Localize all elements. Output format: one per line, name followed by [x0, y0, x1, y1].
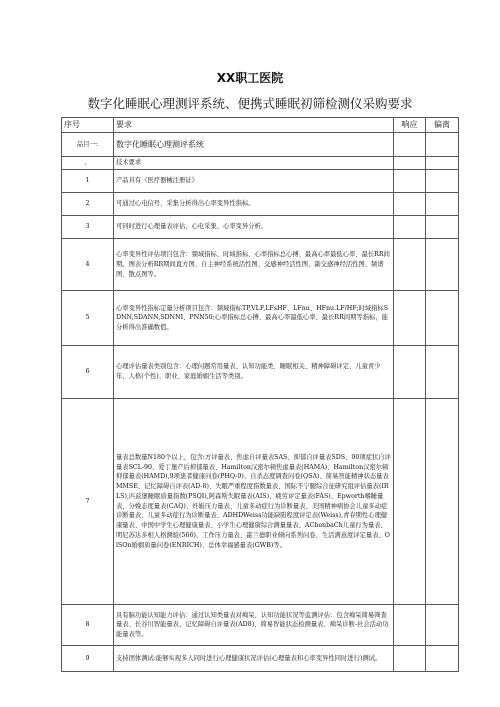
section-name: 技术要求	[114, 157, 394, 170]
table-row	[62, 216, 459, 239]
row-text: 产品具有《医疗器械注册证》	[114, 170, 394, 193]
row-text: 具有脑功能认知能力评估：通过认知类量表对痴呆、认知功能状况等监测评估：包含痴呆简易筛查量表、长谷川智能量表、记忆障碍自评量表(AD8)、简易智能状态检测量表、痴呆诊断-社会活动功能量表等。	[114, 605, 394, 646]
deviation-cell[interactable]	[426, 216, 459, 239]
response-cell[interactable]	[394, 157, 426, 170]
table-row	[62, 605, 459, 646]
response-cell[interactable]	[394, 291, 426, 346]
table-row	[62, 646, 459, 672]
table-row	[62, 291, 459, 346]
deviation-cell[interactable]	[426, 291, 459, 346]
response-cell[interactable]	[394, 605, 426, 646]
response-cell[interactable]	[394, 399, 426, 605]
row-text: 心理评估量表类别包含：心理问题常用量表、认知功能类、睡眠相关、精神障碍评定、儿童青少年、人格(个性)、职业、家庭婚姻生活等类别。	[114, 346, 394, 399]
section-row	[62, 157, 459, 170]
table-row	[62, 170, 459, 193]
header-deviation: 偏离	[426, 118, 459, 133]
document-subtitle: 数字化睡眠心理测评系统、便携式睡眠初筛检测仪采购要求	[87, 96, 413, 111]
response-cell[interactable]	[394, 133, 426, 157]
row-text: 心率变异性评估项目包含：频域指标、时域指标、心率指标总心搏、最高心率最低心率、最长RR间期。图表分析RR期间直方图、自主神经系统活性图、交感神经活性图、副交感神经活性图、频谱图、散点图等。	[114, 239, 394, 291]
table-row	[62, 239, 459, 291]
row-number: 4	[62, 239, 114, 291]
row-number: 2	[62, 193, 114, 216]
row-number: 6	[62, 346, 114, 399]
response-cell[interactable]	[394, 646, 426, 672]
deviation-cell[interactable]	[426, 605, 459, 646]
row-number: 3	[62, 216, 114, 239]
header-no: 序号	[62, 118, 114, 133]
row-text: 可通过心电信号，采集分析得出心率变异性指标。	[114, 193, 394, 216]
response-cell[interactable]	[394, 346, 426, 399]
response-cell[interactable]	[394, 239, 426, 291]
row-text: 心率变异性指标定量分析项目包含：频域指标TP,VLF,LFsHF、LFnu、HFnu.LF/HF;时域指标SDNN,SDANN,SDNNI、PNN50;心率指标总心搏、最高心率最低心率、最长RR间期等指标，能分析得出准确数值。	[114, 291, 394, 346]
row-text: 支持团体测试:能够实现多人同时进行心理健康状况评估(心理量表和心率变异性同时进行)测试。	[114, 646, 394, 672]
deviation-cell[interactable]	[426, 239, 459, 291]
deviation-cell[interactable]	[426, 133, 459, 157]
row-number: 8	[62, 605, 114, 646]
table-row	[62, 346, 459, 399]
deviation-cell[interactable]	[426, 157, 459, 170]
deviation-cell[interactable]	[426, 193, 459, 216]
row-number: 9	[62, 646, 114, 672]
deviation-cell[interactable]	[426, 399, 459, 605]
row-number: 7	[62, 399, 114, 605]
row-text: 可同时进行心理量表评估、心电采集、心率变异分析。	[114, 216, 394, 239]
row-number: 1	[62, 170, 114, 193]
response-cell[interactable]	[394, 216, 426, 239]
requirements-table	[61, 117, 459, 672]
item-one-label: 品目一:	[62, 133, 114, 157]
hospital-title: XX职工医院	[216, 71, 284, 85]
item-one-name: 数字化睡眠心理测评系统	[114, 133, 394, 157]
response-cell[interactable]	[394, 193, 426, 216]
row-number: 5	[62, 291, 114, 346]
deviation-cell[interactable]	[426, 346, 459, 399]
table-row	[62, 399, 459, 605]
deviation-cell[interactable]	[426, 646, 459, 672]
row-text: 量表总数量N180个以上，包含:方评量表、焦虑自评量表SAS、抑郁自评量表SDS、90项症状自评量表SCL-90、爱丁堡产后抑郁量表、Hamilton汉密尔顿焦虑量表(HAMA)、Hamilton汉密尔顿抑郁量表(HAMD),9项患者健康问卷(PHQ-9)、自杀态度调查问卷(QSA)、简易智能精神状态量表MMSE、记忆障碍自评表(AD-8)、失眠严重程度指数量表、国际不宁腿综合征研究组评估量表(IRLS),匹兹堡睡眠质量指数(PSQI),阿森斯失眠量表(AIS)、疲劳评定量表(FAS)、Epworth嗜睡量表、分娩态度量表(CAQ)、妊娠压力量表、儿童多动症行为诊断量表、美国精神病协会儿童多动症诊断量表、儿童多动症行为诊断量表、ADHDWeiss功能缺陷程度评定表(Weiss),青春期性心理健康量表、中国中学生心理健康量表、小学生心理健康综合测量量表、AChenbaCh儿童行为量表、明尼苏达多相人格测验(566)、工作压力量表、霍兰德职业倾向系列问卷、生活满意度评定量表、OlSOn婚姻质量问卷(ENRICH)、总体幸福感量表(GWB)等。	[114, 399, 394, 605]
section-mark: 、	[62, 157, 114, 170]
table-header-row	[62, 118, 459, 133]
deviation-cell[interactable]	[426, 170, 459, 193]
header-requirement: 要求	[114, 118, 394, 133]
header-response: 响应	[394, 118, 426, 133]
item-one-row	[62, 133, 459, 157]
table-row	[62, 193, 459, 216]
response-cell[interactable]	[394, 170, 426, 193]
